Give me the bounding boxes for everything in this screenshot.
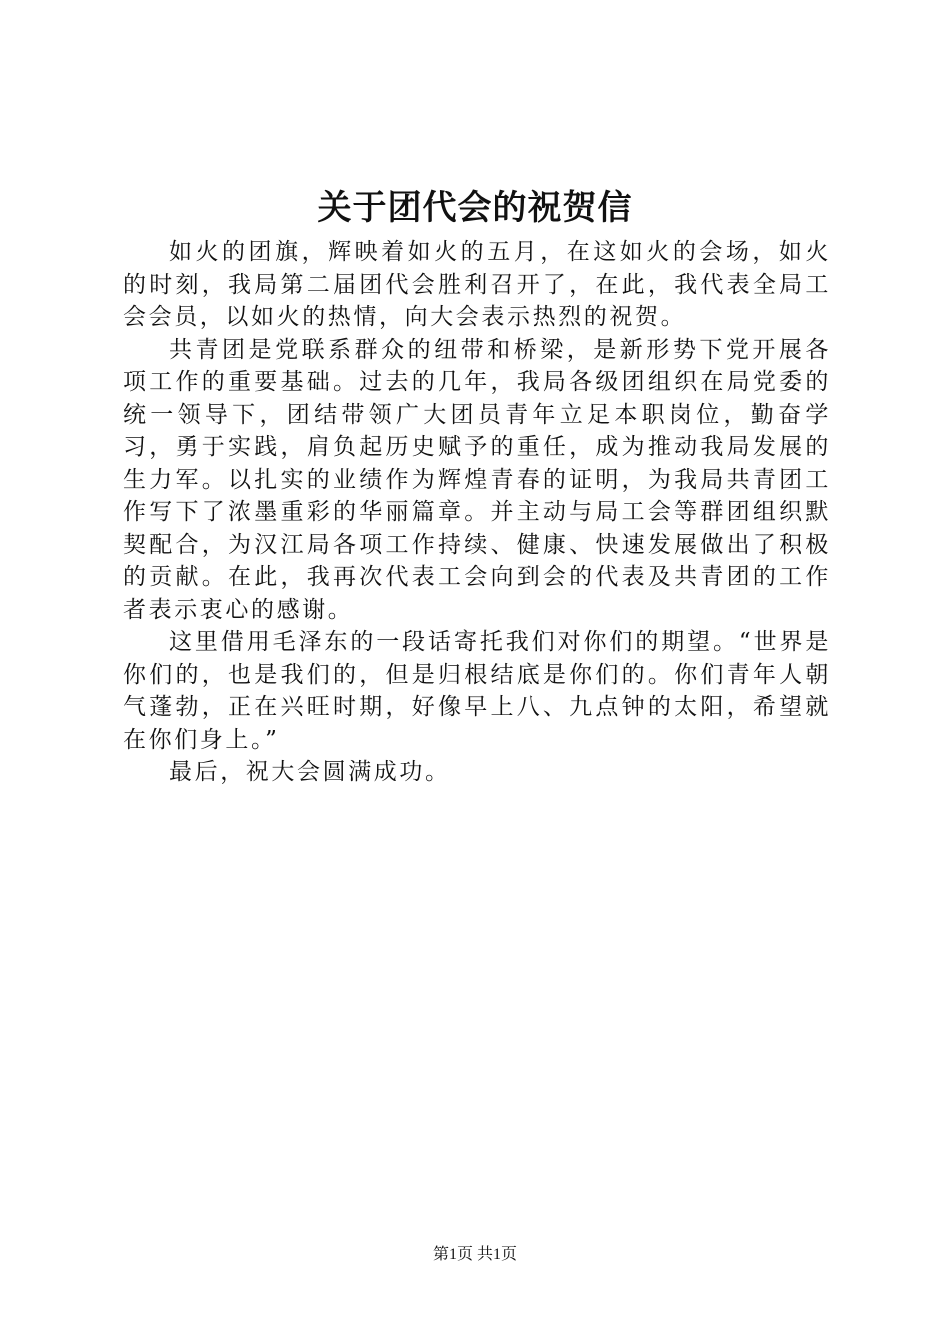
paragraph-quote: 这里借用毛泽东的一段话寄托我们对你们的期望。“世界是你们的，也是我们的，但是归根结底是你们的。你们青年人朝气蓬勃，正在兴旺时期，好像早上八、九点钟的太阳，希望就在你们身上。” (123, 629, 831, 753)
document-title: 关于团代会的祝贺信 (317, 188, 633, 228)
paragraph-closing: 最后，祝大会圆满成功。 (169, 759, 451, 785)
page-footer: 第1页 共1页 (432, 1246, 517, 1263)
paragraph-youth-league: 共青团是党联系群众的纽带和桥梁，是新形势下党开展各项工作的重要基础。过去的几年，我局各级团组织在局党委的统一领导下，团结带领广大团员青年立足本职岗位，勤奋学习，勇于实践，肩负起历史赋予的重任，成为推动我局发展的生力军。以扎实的业绩作为辉煌青春的证明，为我局共青团工作写下了浓墨重彩的华丽篇章。并主动与局工会等群团组织默契配合，为汉江局各项工作持续、健康、快速发展做出了积极的贡献。在此，我再次代表工会向到会的代表及共青团的工作者表示衷心的感谢。 (123, 336, 831, 623)
document-body (123, 236, 831, 789)
paragraph-opening: 如火的团旗，辉映着如火的五月，在这如火的会场，如火的时刻，我局第二届团代会胜利召开了，在此，我代表全局工会会员，以如火的热情，向大会表示热烈的祝贺。 (123, 239, 831, 330)
